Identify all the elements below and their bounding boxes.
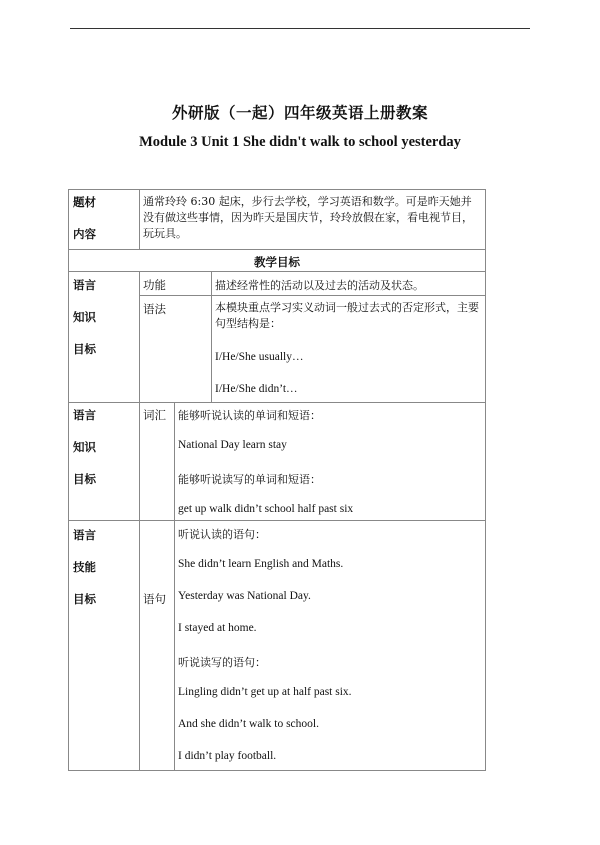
section2-label-2: 知识 bbox=[73, 442, 96, 454]
section1-label-3: 目标 bbox=[73, 344, 96, 356]
function-content: 描述经常性的活动以及过去的活动及状态。 bbox=[215, 279, 424, 292]
table-border-bottom bbox=[68, 770, 486, 771]
section3-label-3: 目标 bbox=[73, 594, 96, 606]
grammar-pattern-1: I/He/She usually… bbox=[215, 351, 304, 363]
col-divider bbox=[139, 189, 140, 249]
grammar-pattern-2: I/He/She didn’t… bbox=[215, 383, 298, 395]
table-border-right bbox=[485, 189, 486, 771]
sentence-line: 听说读写的语句： bbox=[178, 656, 266, 669]
grammar-label: 语法 bbox=[143, 302, 166, 316]
row-divider bbox=[68, 520, 486, 521]
row-divider bbox=[68, 249, 486, 250]
sentence-line: 听说认读的语句： bbox=[178, 528, 266, 541]
vocab-line: 能够听说读写的单词和短语： bbox=[178, 473, 321, 486]
section2-label-3: 目标 bbox=[73, 474, 96, 486]
table-border-left bbox=[68, 189, 69, 771]
section2-label-1: 语言 bbox=[73, 410, 96, 422]
sentence-line: Lingling didn’t get up at half past six. bbox=[178, 686, 352, 698]
top-rule bbox=[70, 28, 530, 29]
vocab-line: get up walk didn’t school half past six bbox=[178, 503, 354, 515]
row-divider bbox=[68, 402, 486, 403]
section1-label-2: 知识 bbox=[73, 312, 96, 324]
subject-label-2: 内容 bbox=[73, 229, 96, 241]
section3-label-1: 语言 bbox=[73, 530, 96, 542]
row-divider bbox=[68, 271, 486, 272]
sentence-line: Yesterday was National Day. bbox=[178, 590, 311, 602]
document-title: 外研版（一起）四年级英语上册教案 bbox=[171, 103, 428, 122]
col-divider bbox=[139, 271, 140, 771]
unit-title: Module 3 Unit 1 She didn't walk to school yesterday bbox=[139, 134, 461, 150]
vocab-line: National Day learn stay bbox=[178, 439, 287, 451]
col-divider bbox=[174, 402, 175, 771]
subject-content: 通常玲玲 6:30 起床，步行去学校，学习英语和数学。可是昨天她并没有做这些事情，因为昨天是国庆节，玲玲放假在家，看电视节目，玩玩具。 bbox=[143, 195, 473, 240]
section3-label-2: 技能 bbox=[73, 562, 96, 574]
sentence-line: And she didn’t walk to school. bbox=[178, 718, 319, 730]
grammar-content: 本模块重点学习实义动词一般过去式的否定形式，主要句型结构是： bbox=[215, 301, 479, 330]
sentence-line: I didn’t play football. bbox=[178, 750, 277, 762]
row-divider bbox=[139, 295, 486, 296]
col-divider bbox=[211, 271, 212, 402]
subject-label-1: 题材 bbox=[73, 197, 96, 209]
sentence-line: I stayed at home. bbox=[178, 622, 257, 634]
vocab-line: 能够听说认读的单词和短语： bbox=[178, 409, 321, 422]
sentence-line: She didn’t learn English and Maths. bbox=[178, 558, 344, 570]
vocab-label: 词汇 bbox=[143, 408, 166, 422]
sentence-label: 语句 bbox=[143, 592, 166, 606]
objectives-header: 教学目标 bbox=[254, 255, 300, 269]
table-border-top bbox=[68, 189, 486, 190]
function-label: 功能 bbox=[143, 278, 166, 292]
section1-label-1: 语言 bbox=[73, 280, 96, 292]
